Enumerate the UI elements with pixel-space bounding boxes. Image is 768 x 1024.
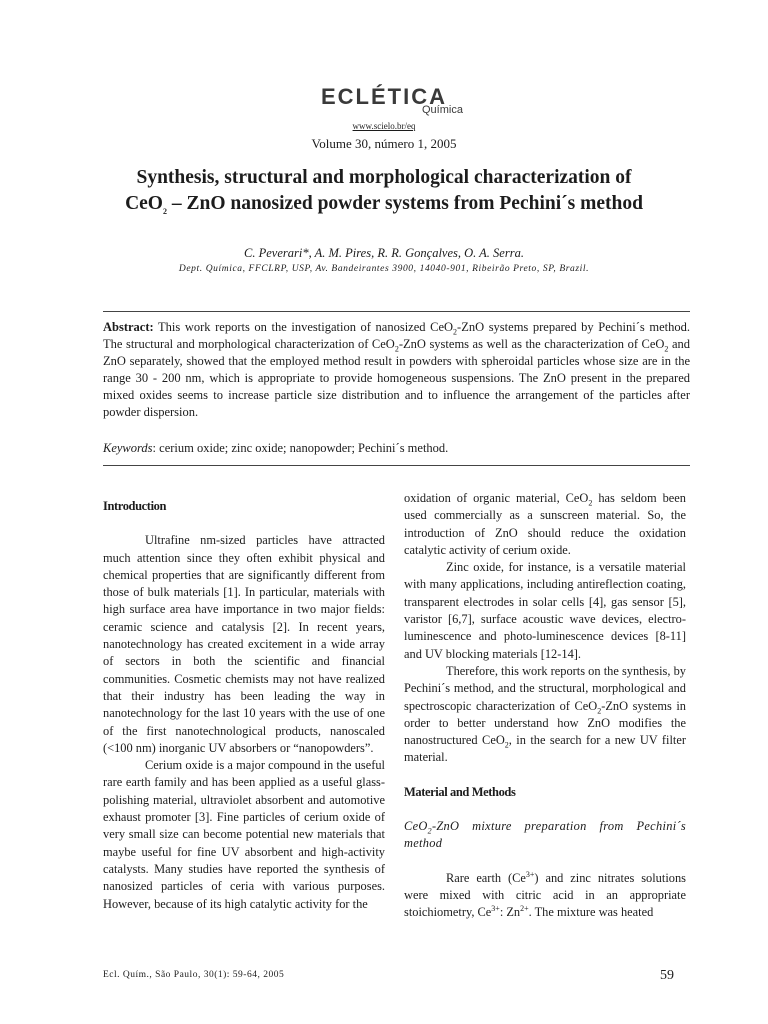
- paragraph: oxidation of organic material, CeO$_2$ has seldom been used commercially as a sunscreen material. So, the introduction of ZnO should reduce the oxidation catalytic activity of cerium oxide.: [404, 491, 686, 557]
- volume-info: Volume 30, número 1, 2005: [311, 136, 457, 151]
- paragraph: Ultrafine nm-sized particles have attracted much attention since they often exhibit physical and chemical properties that are significantly different from those of bulk materials [1]. In particular, materials with high surface area have importance in two major fields: ceramic science and catalysis [2]. In recent years, nanotechnology has created excitement in a wide array of sectors in both the scientific and financial communities. Cosmetic chemists may not have realized that their industry has been leading the way in nanotechnology for the last 10 years with the use of one of the first nanotechnological products, nanoscaled (<100 nm) inorganic UV absorbers or “nanopowders”.: [103, 533, 385, 755]
- keywords: Keywords: cerium oxide; zinc oxide; nanopowder; Pechini´s method.: [103, 441, 449, 455]
- divider-top: [103, 311, 690, 312]
- abstract-label: Abstract:: [103, 320, 154, 334]
- section-heading-methods: Material and Methods: [404, 784, 516, 799]
- paragraph: Therefore, this work reports on the synthesis, by Pechini´s method, and the structural, morphological and spectroscopic characterization of CeO$_2$-ZnO systems in order to better understand how ZnO modifies the nanostructured CeO$_2$, in the search for a new UV filter material.: [404, 663, 686, 765]
- page-number: 59: [660, 968, 674, 983]
- paper-title: [60, 165, 708, 217]
- title-line-2: CeO$_2$ – ZnO nanosized powder systems from Pechini´s method: [125, 193, 643, 216]
- keywords-label: Keywords: [103, 441, 153, 455]
- journal-logo-subtitle: Química: [422, 104, 463, 116]
- author-list: C. Peverari*, A. M. Pires, R. R. Gonçalves, O. A. Serra.: [244, 246, 524, 260]
- paragraph: Rare earth $(Ce^{3+})$ and zinc nitrates solutions were mixed with citric acid in an appropriate stoichiometry, $Ce^{3+}$: $Zn^{2+}$. The mixture was heated: [404, 869, 686, 920]
- title-line-1: Synthesis, structural and morphological characterization of: [136, 167, 632, 188]
- footer-citation: Ecl. Quím., São Paulo, 30(1): 59-64, 2005: [103, 970, 285, 980]
- section-heading-introduction: Introduction: [103, 499, 167, 513]
- column-left: [103, 498, 385, 913]
- paragraph: Zinc oxide, for instance, is a versatile material with many applications, including antireflection coating, transparent electrodes in solar cells [4], gas sensor [5], varistor [6,7], surface acoustic wave devices, electro-luminescence and photo-luminescence devices [8-11] and UV blocking materials [12-14].: [404, 560, 686, 661]
- journal-url-link[interactable]: www.scielo.br/eq: [352, 121, 416, 131]
- divider-bottom: [103, 465, 690, 466]
- subsection-heading: CeO$_2$-ZnO mixture preparation from Pechini´s method: [404, 819, 686, 851]
- column-right: [404, 490, 686, 922]
- journal-logo: ECLÉTICA: [321, 84, 447, 109]
- paragraph: Cerium oxide is a major compound in the useful rare earth family and has been applied as a useful glass-polishing material, ultraviolet absorbent and automotive exhaust promoter [3]. Fine particles of cerium oxide of very small size can become potential new materials that maybe useful for fine UV absorbent and high-activity catalysts. Many studies have reported the synthesis of nanosized particles of ceria with various purposes. However, because of its high catalytic activity for the: [103, 758, 385, 911]
- abstract: Abstract: This work reports on the investigation of nanosized CeO$_2$-ZnO systems prepared by Pechini´s method. The structural and morphological characterization of CeO$_2$-ZnO systems as well as the characterization of CeO$_2$ and ZnO separately, showed that the employed method result in powders with spheroidal particles whose size are in the range 30 - 200 nm, which is appropriate to provide homogeneous suspensions. The ZnO present in the prepared mixed oxides seems to increase particle size distribution and to influence the arrangement of the particles after powder dispersion.: [103, 320, 690, 419]
- affiliation: Dept. Química, FFCLRP, USP, Av. Bandeirantes 3900, 14040-901, Ribeirão Preto, SP, Brazil.: [178, 264, 590, 274]
